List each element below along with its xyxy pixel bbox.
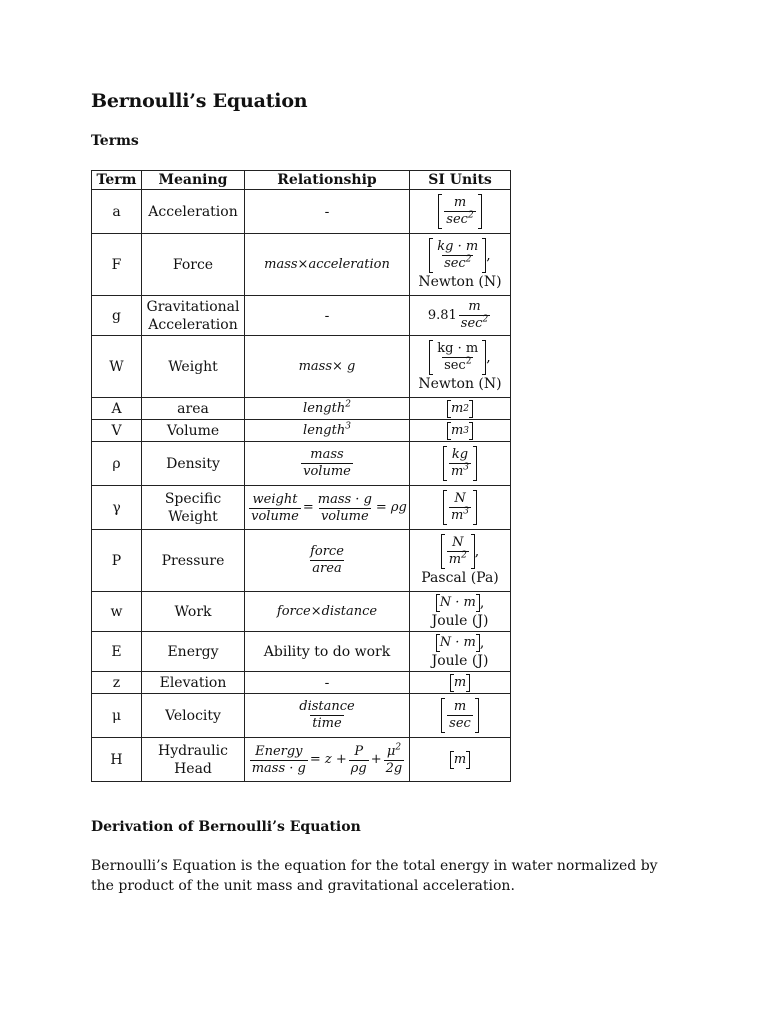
- meaning-cell: Density: [142, 442, 245, 486]
- terms-table: [91, 170, 511, 782]
- table-row: [92, 234, 511, 296]
- relationship-cell: -: [245, 296, 410, 336]
- table-row: [92, 694, 511, 738]
- units-cell: N · m , Joule (J): [410, 632, 511, 672]
- relationship-cell: -: [245, 672, 410, 694]
- units-cell: $\frac{kg \cdot m}{\sec^2}$ , Newton (N): [410, 336, 511, 398]
- term-cell: ρ: [92, 442, 142, 486]
- relationship-cell: $\frac{\text{distance}}{\text{time}}$: [245, 694, 410, 738]
- table-row: [92, 486, 511, 530]
- units-cell: 9.81 $\frac{m}{\sec^2}$: [410, 296, 511, 336]
- page-title: Bernoulli’s Equation: [91, 90, 308, 112]
- meaning-cell: Gravitational Acceleration: [142, 296, 245, 336]
- term-cell: μ: [92, 694, 142, 738]
- term-cell: w: [92, 592, 142, 632]
- relationship-cell: mass×acceleration: [245, 234, 410, 296]
- units-cell: m: [410, 672, 511, 694]
- table-header-row: [92, 171, 511, 190]
- relationship-cell: $\frac{\text{Energy}}{\text{mass · g}}$ = z + $\frac{P}{\rho g}$ + $\frac{\mu^2}{2g}$: [245, 738, 410, 782]
- table-row: [92, 738, 511, 782]
- relationship-cell: length$^3$: [245, 420, 410, 442]
- table-row: [92, 442, 511, 486]
- term-cell: F: [92, 234, 142, 296]
- meaning-cell: Volume: [142, 420, 245, 442]
- header-term: Term: [92, 171, 142, 190]
- meaning-cell: Velocity: [142, 694, 245, 738]
- meaning-cell: Work: [142, 592, 245, 632]
- units-cell: $\frac{m}{\sec}$: [410, 694, 511, 738]
- units-cell: m 2: [410, 398, 511, 420]
- units-cell: m 3: [410, 420, 511, 442]
- term-cell: a: [92, 190, 142, 234]
- term-cell: z: [92, 672, 142, 694]
- relationship-cell: $\frac{\text{force}}{\text{area}}$: [245, 530, 410, 592]
- relationship-cell: mass× g: [245, 336, 410, 398]
- units-cell: $\frac{N}{m^2}$ , Pascal (Pa): [410, 530, 511, 592]
- units-cell: $\frac{kg \cdot m}{\sec^2}$ , Newton (N): [410, 234, 511, 296]
- header-si-units: SI Units: [410, 171, 511, 190]
- derivation-paragraph: Bernoulli’s Equation is the equation for the total energy in water normalized by the product of the unit mass and gravitational acceleration.: [91, 858, 658, 894]
- units-cell: $\frac{N}{m^3}$: [410, 486, 511, 530]
- relationship-cell: -: [245, 190, 410, 234]
- relationship-cell: length$^2$: [245, 398, 410, 420]
- relationship-cell: $\frac{\text{mass}}{\text{volume}}$: [245, 442, 410, 486]
- term-cell: V: [92, 420, 142, 442]
- table-row: [92, 296, 511, 336]
- term-cell: γ: [92, 486, 142, 530]
- meaning-cell: area: [142, 398, 245, 420]
- units-cell: N · m , Joule (J): [410, 592, 511, 632]
- table-row: [92, 190, 511, 234]
- meaning-cell: Pressure: [142, 530, 245, 592]
- table-row: [92, 398, 511, 420]
- units-cell: m: [410, 738, 511, 782]
- header-relationship: Relationship: [245, 171, 410, 190]
- units-cell: $\frac{kg}{m^3}$: [410, 442, 511, 486]
- table-row: [92, 592, 511, 632]
- terms-heading: Terms: [91, 133, 139, 149]
- header-meaning: Meaning: [142, 171, 245, 190]
- relationship-cell: Ability to do work: [245, 632, 410, 672]
- term-cell: A: [92, 398, 142, 420]
- term-cell: W: [92, 336, 142, 398]
- derivation-heading: Derivation of Bernoulli’s Equation: [91, 819, 361, 835]
- table-row: [92, 530, 511, 592]
- meaning-cell: Force: [142, 234, 245, 296]
- meaning-cell: Weight: [142, 336, 245, 398]
- meaning-cell: Energy: [142, 632, 245, 672]
- meaning-cell: Specific Weight: [142, 486, 245, 530]
- table-row: [92, 420, 511, 442]
- table-row: [92, 632, 511, 672]
- meaning-cell: Acceleration: [142, 190, 245, 234]
- table-row: [92, 672, 511, 694]
- relationship-cell: $\frac{\text{weight}}{\text{volume}}$ = $\frac{\text{mass · g}}{\text{volume}}$ = ρg: [245, 486, 410, 530]
- meaning-cell: Elevation: [142, 672, 245, 694]
- units-cell: $\frac{m}{\sec^2}$: [410, 190, 511, 234]
- term-cell: H: [92, 738, 142, 782]
- term-cell: E: [92, 632, 142, 672]
- table-row: [92, 336, 511, 398]
- term-cell: P: [92, 530, 142, 592]
- term-cell: g: [92, 296, 142, 336]
- meaning-cell: Hydraulic Head: [142, 738, 245, 782]
- relationship-cell: force×distance: [245, 592, 410, 632]
